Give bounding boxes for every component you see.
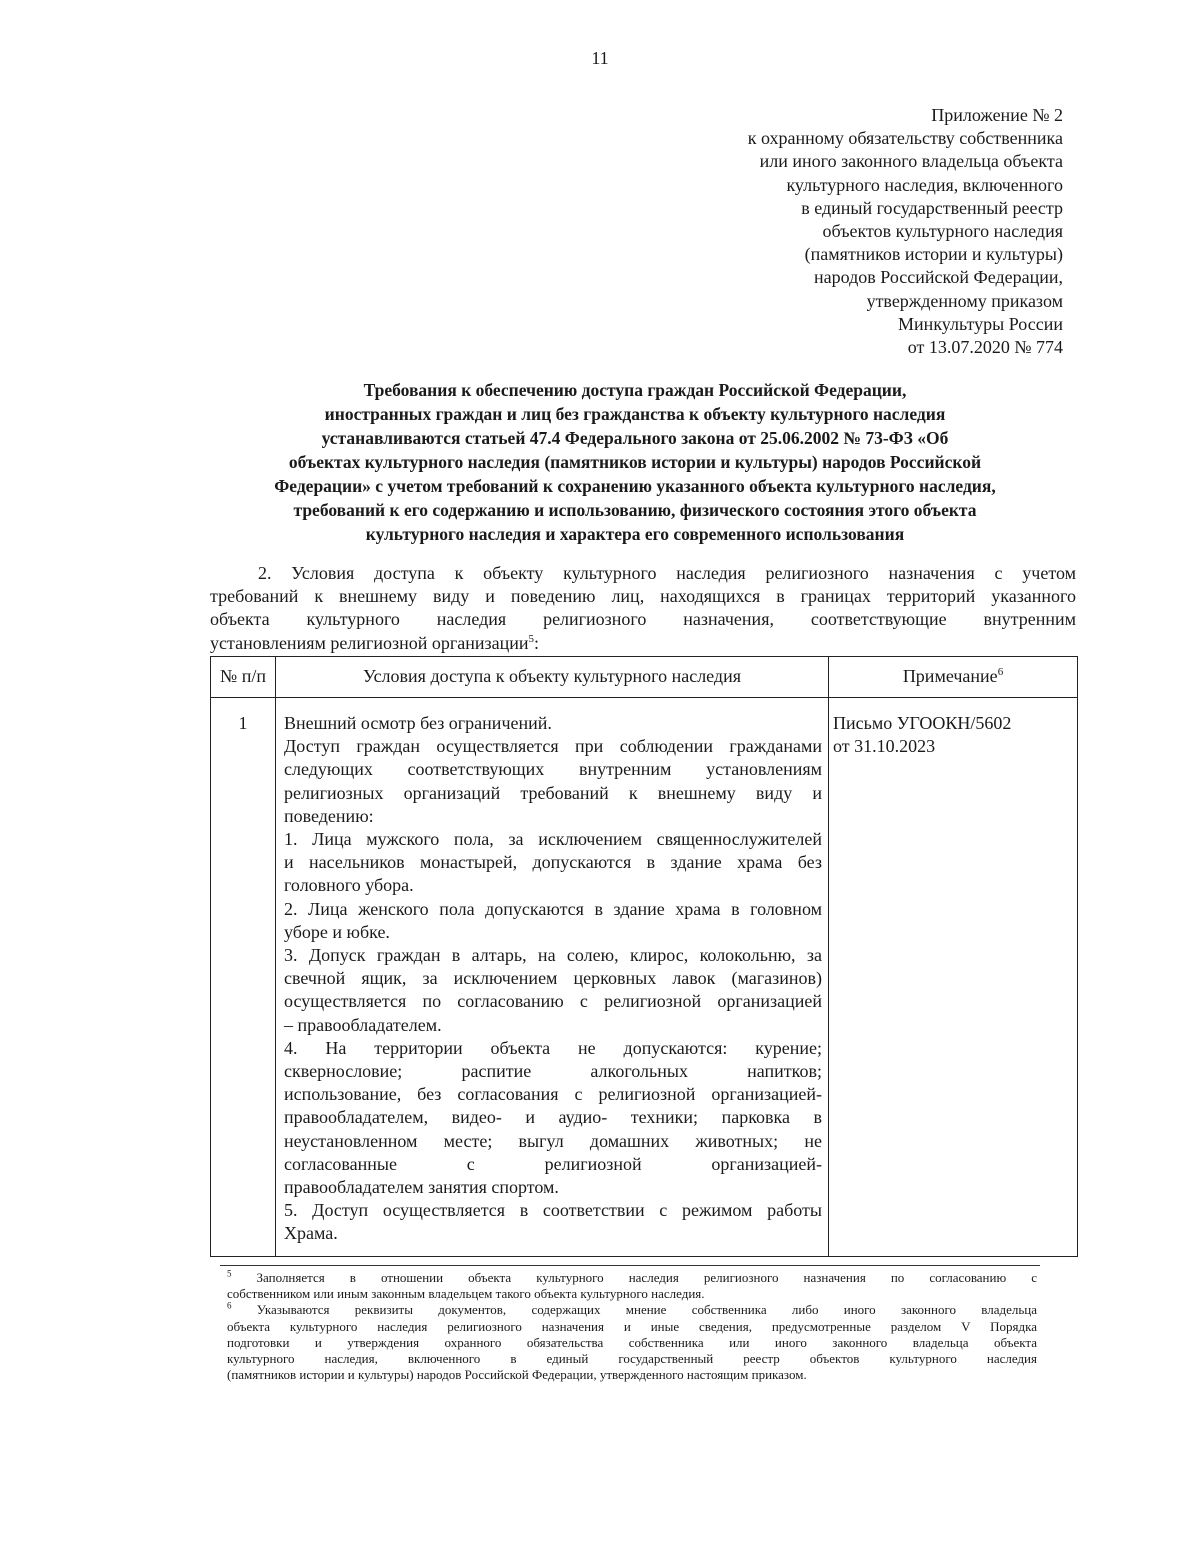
intro-last-text: установлениям религиозной организации bbox=[210, 632, 529, 653]
condition-line: 4. На территории объекта не допускаются: курение; bbox=[284, 1037, 822, 1058]
condition-line: – правообладателем. bbox=[284, 1014, 442, 1035]
footnote-ref-5: 5 bbox=[528, 632, 534, 645]
footnote-text: Заполняется в отношении объекта культурного наследия религиозного назначения по согласованию с bbox=[256, 1270, 1037, 1285]
note-line: Письмо УГООКН/5602 bbox=[833, 713, 1012, 733]
intro-paragraph bbox=[210, 562, 1076, 655]
footnote-line bbox=[227, 1302, 1037, 1318]
condition-line: Храма. bbox=[284, 1223, 338, 1244]
footnote-line: объекта культурного наследия религиозного назначения и иные сведения, предусмотренные разделом V Порядка bbox=[227, 1318, 1037, 1334]
document-title bbox=[200, 378, 1070, 546]
intro-line: 2. Условия доступа к объекту культурного наследия религиозного назначения с учетом bbox=[258, 563, 1076, 583]
footnote-text: Указываются реквизиты документов, содержащих мнение собственника либо иного законного владельца bbox=[256, 1302, 1037, 1318]
row-num: 1 bbox=[211, 698, 276, 1257]
appendix-line: в единый государственный реестр bbox=[801, 197, 1063, 218]
condition-line: 2. Лица женского пола допускаются в здание храма в головном bbox=[284, 898, 822, 919]
condition-line: неустановленном месте; выгул домашних животных; не bbox=[284, 1130, 822, 1151]
footnote-5 bbox=[227, 1270, 1037, 1302]
condition-line: 1. Лица мужского пола, за исключением священнослужителей bbox=[284, 829, 822, 850]
condition-line: согласованные с религиозной организацией- bbox=[284, 1153, 822, 1174]
condition-line: осуществляется по согласованию с религиозной организацией bbox=[284, 991, 822, 1012]
row-note bbox=[829, 698, 1078, 1257]
header-num: № п/п bbox=[211, 657, 276, 698]
condition-line: Доступ граждан осуществляется при соблюдении гражданами bbox=[284, 736, 822, 757]
appendix-line: или иного законного владельца объекта bbox=[759, 151, 1063, 172]
table-header-row bbox=[211, 657, 1078, 698]
condition-line: головного убора. bbox=[284, 875, 414, 896]
footnotes bbox=[227, 1270, 1037, 1383]
appendix-line: Приложение № 2 bbox=[931, 105, 1063, 125]
appendix-line: народов Российской Федерации, bbox=[814, 267, 1063, 288]
condition-line: Внешний осмотр без ограничений. bbox=[284, 713, 552, 733]
appendix-block bbox=[563, 104, 1063, 359]
intro-line: объекта культурного наследия религиозного назначения, соответствующие внутренним bbox=[210, 609, 1076, 630]
title-line: Федерации» с учетом требований к сохранению указанного объекта культурного наследия, bbox=[274, 476, 996, 496]
appendix-line: Минкультуры России bbox=[898, 313, 1063, 334]
footnote-mark: 6 bbox=[227, 1301, 232, 1312]
header-note bbox=[829, 657, 1078, 698]
title-line: требований к его содержанию и использованию, физического состояния этого объекта bbox=[293, 500, 977, 520]
row-conditions bbox=[276, 698, 829, 1257]
condition-line: использование, без согласования с религиозной организацией- bbox=[284, 1084, 822, 1105]
condition-line: поведению: bbox=[284, 805, 374, 826]
access-conditions-table bbox=[210, 656, 1078, 1257]
footnote-line: собственником или иным законным владельцем такого объекта культурного наследия. bbox=[227, 1286, 705, 1302]
title-line: культурного наследия и характера его современного использования bbox=[365, 524, 905, 544]
condition-line: следующих соответствующих внутренним установлениям bbox=[284, 759, 822, 780]
note-line: от 31.10.2023 bbox=[833, 736, 936, 757]
title-line: устанавливаются статьей 47.4 Федерального закона от 25.06.2002 № 73-ФЗ «Об bbox=[321, 428, 949, 448]
condition-line: 5. Доступ осуществляется в соответствии с режимом работы bbox=[284, 1200, 822, 1221]
title-line: иностранных граждан и лиц без гражданства к объекту культурного наследия bbox=[324, 404, 946, 424]
appendix-line: (памятников истории и культуры) bbox=[804, 244, 1063, 265]
title-line: объектах культурного наследия (памятников истории и культуры) народов Российской bbox=[288, 452, 982, 472]
appendix-line: объектов культурного наследия bbox=[822, 221, 1063, 242]
intro-line: требований к внешнему виду и поведению лиц, находящихся в границах территорий указанного bbox=[210, 586, 1076, 607]
condition-line: 3. Допуск граждан в алтарь, на солею, клирос, колокольню, за bbox=[284, 945, 822, 966]
appendix-line: от 13.07.2020 № 774 bbox=[907, 337, 1063, 358]
header-note-label: Примечание bbox=[902, 666, 998, 687]
footnote-ref-6: 6 bbox=[997, 666, 1004, 679]
condition-line: сквернословие; распитие алкогольных напитков; bbox=[284, 1061, 822, 1082]
appendix-line: к охранному обязательству собственника bbox=[747, 128, 1063, 149]
condition-line: правообладателем занятия спортом. bbox=[284, 1177, 559, 1198]
page-number: 11 bbox=[591, 48, 609, 68]
footnote-line: подготовки и утверждения охранного обязательства собственника или иного законного владельца объекта bbox=[227, 1334, 1037, 1350]
condition-line: уборе и юбке. bbox=[284, 921, 390, 942]
footnote-line bbox=[227, 1270, 1037, 1286]
header-conditions: Условия доступа к объекту культурного наследия bbox=[276, 657, 829, 698]
table-row bbox=[211, 698, 1078, 1257]
title-line: Требования к обеспечению доступа граждан Российской Федерации, bbox=[363, 380, 907, 400]
intro-last-suffix: : bbox=[534, 632, 540, 653]
condition-line: и насельников монастырей, допускаются в здание храма без bbox=[284, 852, 822, 873]
appendix-line: культурного наследия, включенного bbox=[786, 174, 1063, 195]
condition-line: правообладателем, видео- и аудио- техники; парковка в bbox=[284, 1107, 822, 1128]
condition-line: религиозных организаций требований к внешнему виду и bbox=[284, 782, 822, 803]
condition-line: свечной ящик, за исключением церковных лавок (магазинов) bbox=[284, 968, 822, 989]
appendix-line: утвержденному приказом bbox=[866, 290, 1063, 311]
intro-last-line bbox=[210, 632, 1076, 655]
footnote-divider bbox=[220, 1265, 1040, 1266]
footnote-mark: 5 bbox=[227, 1268, 232, 1279]
footnote-line: (памятников истории и культуры) народов Российской Федерации, утвержденного настоящим приказом. bbox=[227, 1367, 807, 1383]
footnote-6 bbox=[227, 1302, 1037, 1383]
footnote-line: культурного наследия, включенного в единый государственный реестр объектов культурного наследия bbox=[227, 1351, 1037, 1367]
